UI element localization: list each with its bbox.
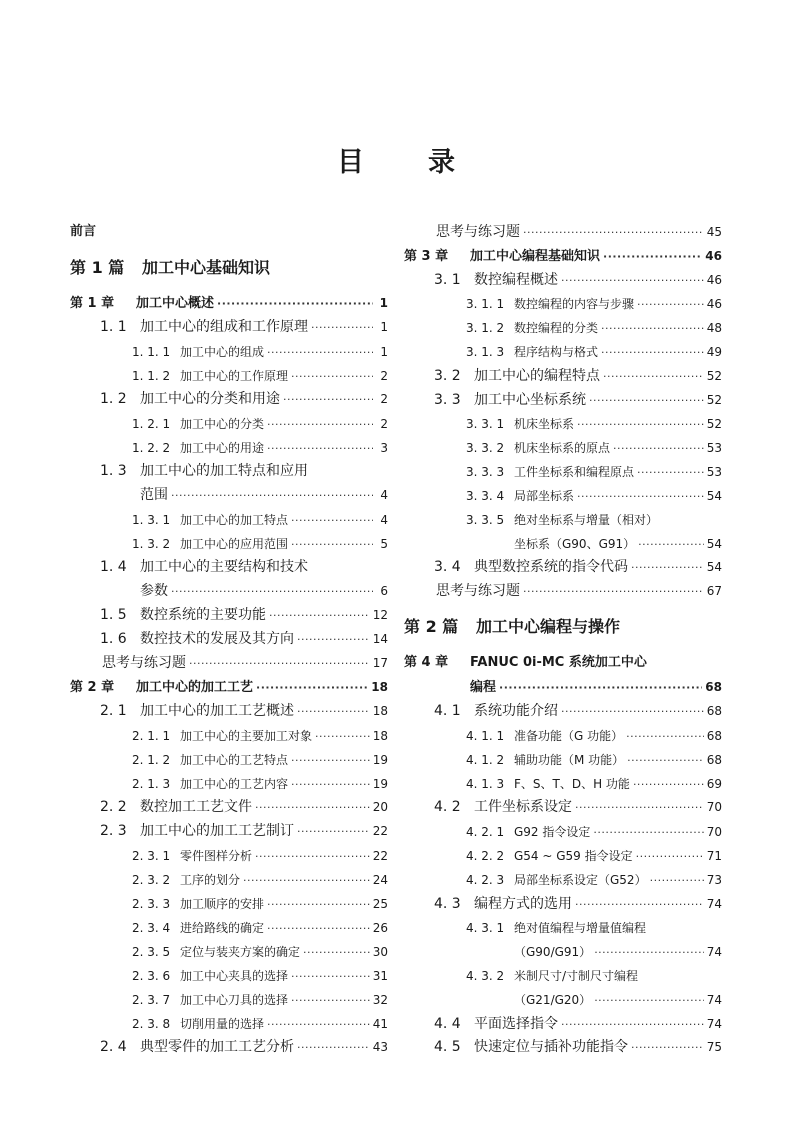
toc-entry-title: 加工中心夹具的选择 bbox=[180, 969, 289, 983]
toc-entry-title: 加工中心刀具的选择 bbox=[180, 993, 289, 1007]
toc-entry-title: 前言 bbox=[70, 224, 97, 239]
toc-page-number: 32 bbox=[372, 993, 388, 1007]
toc-page-number: 69 bbox=[706, 777, 722, 791]
toc-entry-title: 典型零件的加工工艺分析 bbox=[140, 1039, 294, 1055]
toc-entry bbox=[466, 509, 722, 531]
toc-page-number: 67 bbox=[706, 584, 722, 598]
toc-page-number: 22 bbox=[372, 849, 388, 863]
toc-dot-leader bbox=[603, 246, 702, 268]
toc-dot-leader bbox=[631, 1037, 704, 1059]
toc-dot-leader bbox=[594, 942, 704, 964]
toc-page-number: 54 bbox=[706, 560, 722, 574]
toc-entry-number: 4. 4 bbox=[434, 1016, 461, 1032]
toc-dot-leader bbox=[636, 846, 704, 868]
toc-entry-number: 第 2 章 bbox=[70, 680, 115, 695]
toc-dot-leader bbox=[561, 1014, 704, 1036]
toc-page-number: 2 bbox=[380, 369, 388, 383]
toc-page-number: 53 bbox=[706, 465, 722, 479]
toc-entry-title: 加工顺序的安排 bbox=[180, 897, 265, 911]
toc-entry-title: 加工中心的用途 bbox=[180, 441, 265, 455]
toc-entry-title: 思考与练习题 bbox=[436, 224, 520, 240]
toc-entry bbox=[434, 365, 722, 387]
toc-entry-number: 2. 3. 8 bbox=[132, 1017, 171, 1031]
toc-entry-number: 3. 4 bbox=[434, 559, 461, 575]
toc-dot-leader bbox=[626, 726, 704, 748]
toc-page-number: 52 bbox=[706, 417, 722, 431]
toc-entry-number: 3. 3 bbox=[434, 392, 461, 408]
toc-page-number: 1 bbox=[380, 345, 388, 359]
toc-entry bbox=[466, 965, 722, 987]
toc-entry-number: 4. 1 bbox=[434, 703, 461, 719]
toc-entry-title: 数控系统的主要功能 bbox=[140, 607, 266, 623]
toc-entry bbox=[466, 725, 722, 747]
toc-entry bbox=[466, 461, 722, 483]
toc-entry-number: 4. 3. 2 bbox=[466, 969, 505, 983]
toc-entry-title: 加工中心编程基础知识 bbox=[470, 249, 601, 264]
toc-entry bbox=[514, 941, 722, 963]
toc-entry-title: 数控技术的发展及其方向 bbox=[140, 631, 294, 647]
toc-entry bbox=[434, 796, 722, 818]
toc-page-number: 70 bbox=[706, 825, 722, 839]
toc-entry-number: 3. 1. 3 bbox=[466, 345, 505, 359]
toc-dot-leader bbox=[613, 438, 704, 460]
toc-entry-title: 绝对值编程与增量值编程 bbox=[514, 921, 647, 935]
toc-entry-title: 加工中心的应用范围 bbox=[180, 537, 289, 551]
toc-entry-number: 第 1 章 bbox=[70, 296, 115, 311]
toc-dot-leader bbox=[601, 342, 704, 364]
toc-page-number: 70 bbox=[706, 800, 722, 814]
toc-entry-title: 加工中心概述 bbox=[136, 296, 215, 311]
toc-entry-number: 4. 2. 2 bbox=[466, 849, 505, 863]
toc-entry-title: G54 ~ G59 指令设定 bbox=[514, 849, 633, 863]
toc-entry bbox=[466, 821, 722, 843]
toc-entry-number: 4. 3. 1 bbox=[466, 921, 505, 935]
toc-entry bbox=[466, 485, 722, 507]
toc-entry-number: 第 4 章 bbox=[404, 655, 449, 670]
toc-page-number: 1 bbox=[379, 296, 388, 310]
toc-entry-title: 加工中心的工作原理 bbox=[180, 369, 289, 383]
toc-page-number: 3 bbox=[380, 441, 388, 455]
toc-dot-leader bbox=[594, 990, 704, 1012]
toc-page-number: 46 bbox=[706, 297, 722, 311]
toc-entry-number: 1. 6 bbox=[100, 631, 127, 647]
toc-entry-title: 机床坐标系的原点 bbox=[514, 441, 611, 455]
toc-page-number: 54 bbox=[706, 489, 722, 503]
toc-entry-number: 第 1 篇 bbox=[70, 258, 125, 277]
toc-entry-title: 坐标系（G90、G91） bbox=[514, 537, 636, 551]
toc-page-number: 5 bbox=[380, 537, 388, 551]
toc-dot-leader bbox=[603, 366, 704, 388]
toc-page-number: 18 bbox=[371, 680, 388, 694]
toc-page-number: 45 bbox=[706, 225, 722, 239]
toc-page-number: 1 bbox=[380, 320, 388, 334]
toc-entry-title: 思考与练习题 bbox=[436, 583, 520, 599]
toc-entry-number: 2. 1 bbox=[100, 703, 127, 719]
toc-entry-title: 思考与练习题 bbox=[102, 655, 186, 671]
toc-entry-title: 切削用量的选择 bbox=[180, 1017, 265, 1031]
toc-entry-number: 2. 1. 1 bbox=[132, 729, 171, 743]
toc-entry-number: 3. 1. 2 bbox=[466, 321, 505, 335]
toc-entry-number: 1. 1. 1 bbox=[132, 345, 171, 359]
toc-entry-title: 系统功能介绍 bbox=[474, 703, 558, 719]
toc-entry-number: 3. 2 bbox=[434, 368, 461, 384]
toc-entry-number: 2. 1. 2 bbox=[132, 753, 171, 767]
toc-page-number: 68 bbox=[706, 704, 722, 718]
toc-dot-leader bbox=[575, 797, 704, 819]
toc-dot-leader bbox=[577, 486, 704, 508]
toc-page-number: 19 bbox=[372, 777, 388, 791]
toc-dot-leader bbox=[499, 677, 702, 699]
toc-entry-title: 准备功能（G 功能） bbox=[514, 729, 624, 743]
toc-entry-title: F、S、T、D、H 功能 bbox=[514, 777, 630, 791]
toc-dot-leader bbox=[638, 534, 704, 556]
toc-page-number: 74 bbox=[706, 993, 722, 1007]
toc-page-number: 25 bbox=[372, 897, 388, 911]
toc-dot-leader bbox=[627, 750, 704, 772]
toc-page-number: 20 bbox=[372, 800, 388, 814]
toc-entry bbox=[466, 749, 722, 771]
toc-entry-number: 3. 1 bbox=[434, 272, 461, 288]
toc-entry-title: 加工中心的主要加工对象 bbox=[180, 729, 313, 743]
toc-entry-number: 第 3 章 bbox=[404, 249, 449, 264]
toc-page-number: 18 bbox=[372, 729, 388, 743]
toc-entry-number: 1. 2 bbox=[100, 391, 127, 407]
toc-entry-title: 编程方式的选用 bbox=[474, 896, 572, 912]
toc-entry bbox=[470, 676, 722, 698]
toc-page-number: 2 bbox=[380, 392, 388, 406]
toc-entry-title: 绝对坐标系与增量（相对） bbox=[514, 513, 659, 527]
toc-page-number: 52 bbox=[706, 393, 722, 407]
toc-page-number: 54 bbox=[706, 537, 722, 551]
toc-page-number: 30 bbox=[372, 945, 388, 959]
toc-entry-number: 1. 1 bbox=[100, 319, 127, 335]
toc-page-number: 71 bbox=[706, 849, 722, 863]
toc-dot-leader bbox=[593, 822, 703, 844]
toc-entry bbox=[436, 221, 722, 243]
toc-entry-title: 零件图样分析 bbox=[180, 849, 253, 863]
toc-entry-number: 2. 3. 6 bbox=[132, 969, 171, 983]
toc-entry-title: 定位与装夹方案的确定 bbox=[180, 945, 301, 959]
toc-entry-title: 数控编程概述 bbox=[474, 272, 558, 288]
toc-page-number: 46 bbox=[705, 249, 722, 263]
toc-entry-title: （G21/G20） bbox=[514, 993, 592, 1007]
toc-page-number: 12 bbox=[372, 608, 388, 622]
toc-entry bbox=[404, 652, 722, 674]
toc-entry bbox=[434, 389, 722, 411]
toc-entry bbox=[466, 293, 722, 315]
toc-entry bbox=[434, 700, 722, 722]
toc-dot-leader bbox=[637, 462, 704, 484]
toc-dot-leader bbox=[523, 581, 704, 603]
toc-entry-number: 4. 3 bbox=[434, 896, 461, 912]
toc-entry-number: 1. 3. 1 bbox=[132, 513, 171, 527]
toc-entry-title: 典型数控系统的指令代码 bbox=[474, 559, 628, 575]
toc-entry-number: 3. 3. 4 bbox=[466, 489, 505, 503]
toc-page-number: 18 bbox=[372, 704, 388, 718]
toc-entry-title: 加工中心的加工特点和应用 bbox=[140, 463, 308, 479]
toc-entry-title: 平面选择指令 bbox=[474, 1016, 558, 1032]
toc-entry bbox=[436, 580, 722, 602]
toc-entry-number: 4. 2. 1 bbox=[466, 825, 505, 839]
toc-entry-number: 4. 1. 2 bbox=[466, 753, 505, 767]
toc-page-number: 49 bbox=[706, 345, 722, 359]
toc-entry-number: 1. 1. 2 bbox=[132, 369, 171, 383]
toc-entry-number: 2. 3. 1 bbox=[132, 849, 171, 863]
toc-page-number: 22 bbox=[372, 824, 388, 838]
toc-page-number: 48 bbox=[706, 321, 722, 335]
toc-page-number: 26 bbox=[372, 921, 388, 935]
toc-dot-leader bbox=[561, 270, 704, 292]
toc-entry bbox=[434, 1013, 722, 1035]
toc-dot-leader bbox=[577, 414, 704, 436]
toc-entry-title: 加工中心编程与操作 bbox=[476, 617, 621, 636]
toc-entry-title: 加工中心的编程特点 bbox=[474, 368, 600, 384]
toc-dot-leader bbox=[561, 701, 704, 723]
toc-page-number: 74 bbox=[706, 1017, 722, 1031]
toc-entry-number: 1. 4 bbox=[100, 559, 127, 575]
toc-entry-title: FANUC 0i-MC 系统加工中心 bbox=[470, 655, 647, 670]
toc-entry-title: 加工中心的工艺内容 bbox=[180, 777, 289, 791]
toc-entry-number: 3. 3. 5 bbox=[466, 513, 505, 527]
toc-entry-number: 4. 1. 3 bbox=[466, 777, 505, 791]
toc-dot-leader bbox=[631, 557, 704, 579]
toc-entry-title: 快速定位与插补功能指令 bbox=[474, 1039, 628, 1055]
toc-page-number: 73 bbox=[706, 873, 722, 887]
toc-entry-number: 4. 1. 1 bbox=[466, 729, 505, 743]
toc-entry-title: 数控编程的分类 bbox=[514, 321, 599, 335]
toc-dot-leader bbox=[523, 222, 704, 244]
toc-page-number: 2 bbox=[380, 417, 388, 431]
toc-entry bbox=[434, 556, 722, 578]
toc-entry-title: （G90/G91） bbox=[514, 945, 592, 959]
toc-entry-title: 加工中心坐标系统 bbox=[474, 392, 586, 408]
toc-dot-leader bbox=[637, 294, 704, 316]
toc-entry bbox=[466, 413, 722, 435]
toc-entry bbox=[466, 317, 722, 339]
toc-entry-number: 3. 1. 1 bbox=[466, 297, 505, 311]
toc-entry-title: 加工中心的加工工艺概述 bbox=[140, 703, 294, 719]
toc-entry-number: 3. 3. 3 bbox=[466, 465, 505, 479]
toc-entry bbox=[434, 893, 722, 915]
toc-page-number: 19 bbox=[372, 753, 388, 767]
toc-entry bbox=[466, 845, 722, 867]
toc-entry-title: G92 指令设定 bbox=[514, 825, 591, 839]
toc-entry-number: 2. 2 bbox=[100, 799, 127, 815]
toc-page-number: 68 bbox=[706, 753, 722, 767]
toc-page-number: 24 bbox=[372, 873, 388, 887]
toc-entry-number: 1. 3. 2 bbox=[132, 537, 171, 551]
toc-page-number: 14 bbox=[372, 632, 388, 646]
toc-entry-number: 3. 3. 2 bbox=[466, 441, 505, 455]
toc-page-number: 41 bbox=[372, 1017, 388, 1031]
toc-entry bbox=[466, 869, 722, 891]
toc-page-number: 68 bbox=[706, 729, 722, 743]
toc-entry-number: 1. 2. 1 bbox=[132, 417, 171, 431]
toc-dot-leader bbox=[575, 894, 704, 916]
toc-entry-title: 机床坐标系 bbox=[514, 417, 575, 431]
toc-entry-number: 1. 3 bbox=[100, 463, 127, 479]
toc-entry-title: 参数 bbox=[140, 583, 168, 599]
toc-entry-title: 加工中心的组成 bbox=[180, 345, 265, 359]
toc-page-number: 68 bbox=[705, 680, 722, 694]
toc-entry-title: 加工中心的工艺特点 bbox=[180, 753, 289, 767]
toc-page-number: 31 bbox=[372, 969, 388, 983]
toc-entry-title: 加工中心的组成和工作原理 bbox=[140, 319, 308, 335]
toc-entry-number: 3. 3. 1 bbox=[466, 417, 505, 431]
toc-page-number: 75 bbox=[706, 1040, 722, 1054]
toc-dot-leader bbox=[650, 870, 704, 892]
toc-entry-number: 1. 5 bbox=[100, 607, 127, 623]
toc-entry-title: 加工中心的加工工艺制订 bbox=[140, 823, 294, 839]
title-char-right: 录 bbox=[428, 147, 457, 178]
toc-dot-leader bbox=[633, 774, 704, 796]
toc-dot-leader bbox=[601, 318, 704, 340]
toc-entry-title: 程序结构与格式 bbox=[514, 345, 599, 359]
toc-page-number: 74 bbox=[706, 945, 722, 959]
toc-entry-number: 2. 3. 5 bbox=[132, 945, 171, 959]
toc-entry-title: 数控编程的内容与步骤 bbox=[514, 297, 635, 311]
toc-entry-number: 1. 2. 2 bbox=[132, 441, 171, 455]
toc-page-number: 17 bbox=[372, 656, 388, 670]
toc-entry-title: 加工中心的主要结构和技术 bbox=[140, 559, 308, 575]
toc-entry-number: 2. 1. 3 bbox=[132, 777, 171, 791]
toc-entry bbox=[466, 917, 722, 939]
toc-entry-title: 加工中心的加工工艺 bbox=[136, 680, 254, 695]
toc-page-number: 52 bbox=[706, 369, 722, 383]
toc-entry-number: 4. 2. 3 bbox=[466, 873, 505, 887]
toc-entry-title: 工序的划分 bbox=[180, 873, 241, 887]
title-char-left: 目 bbox=[337, 147, 366, 178]
toc-page-number: 53 bbox=[706, 441, 722, 455]
toc-page-number: 46 bbox=[706, 273, 722, 287]
toc-page-number: 6 bbox=[380, 584, 388, 598]
toc-entry-title: 辅助功能（M 功能） bbox=[514, 753, 625, 767]
toc-page-number: 4 bbox=[380, 488, 388, 502]
toc-entry-number: 2. 3 bbox=[100, 823, 127, 839]
toc-entry-number: 第 2 篇 bbox=[404, 617, 459, 636]
toc-entry-title: 进给路线的确定 bbox=[180, 921, 265, 935]
toc-entry bbox=[404, 245, 722, 267]
toc-entry-title: 局部坐标系 bbox=[514, 489, 575, 503]
toc-entry bbox=[466, 341, 722, 363]
toc-entry bbox=[514, 989, 722, 1011]
toc-entry-title: 范围 bbox=[140, 487, 168, 503]
toc-page-number: 43 bbox=[372, 1040, 388, 1054]
toc-entry-title: 加工中心的分类和用途 bbox=[140, 391, 280, 407]
toc-entry-title: 加工中心基础知识 bbox=[142, 258, 271, 277]
toc-entry-title: 编程 bbox=[470, 680, 497, 695]
toc-entry-title: 工件坐标系和编程原点 bbox=[514, 465, 635, 479]
toc-entry-title: 工件坐标系设定 bbox=[474, 799, 572, 815]
toc-entry-number: 4. 2 bbox=[434, 799, 461, 815]
toc-entry-number: 2. 3. 4 bbox=[132, 921, 171, 935]
toc-entry-title: 加工中心的加工特点 bbox=[180, 513, 289, 527]
toc-entry-number: 2. 3. 2 bbox=[132, 873, 171, 887]
toc-entry bbox=[434, 269, 722, 291]
toc-page-number: 74 bbox=[706, 897, 722, 911]
toc-entry-number: 2. 3. 3 bbox=[132, 897, 171, 911]
toc-entry bbox=[514, 533, 722, 555]
toc-entry-title: 局部坐标系设定（G52） bbox=[514, 873, 647, 887]
toc-entry-number: 2. 3. 7 bbox=[132, 993, 171, 1007]
toc-entry bbox=[466, 437, 722, 459]
toc-entry bbox=[466, 773, 722, 795]
toc-dot-leader bbox=[589, 390, 704, 412]
toc-page-number: 4 bbox=[380, 513, 388, 527]
toc-entry-title: 米制尺寸/寸制尺寸编程 bbox=[514, 969, 639, 983]
toc-entry bbox=[404, 614, 722, 640]
toc-entry-number: 2. 4 bbox=[100, 1039, 127, 1055]
toc-entry bbox=[434, 1036, 722, 1058]
toc-entry-number: 4. 5 bbox=[434, 1039, 461, 1055]
toc-entry-title: 数控加工工艺文件 bbox=[140, 799, 252, 815]
toc-entry-title: 加工中心的分类 bbox=[180, 417, 265, 431]
